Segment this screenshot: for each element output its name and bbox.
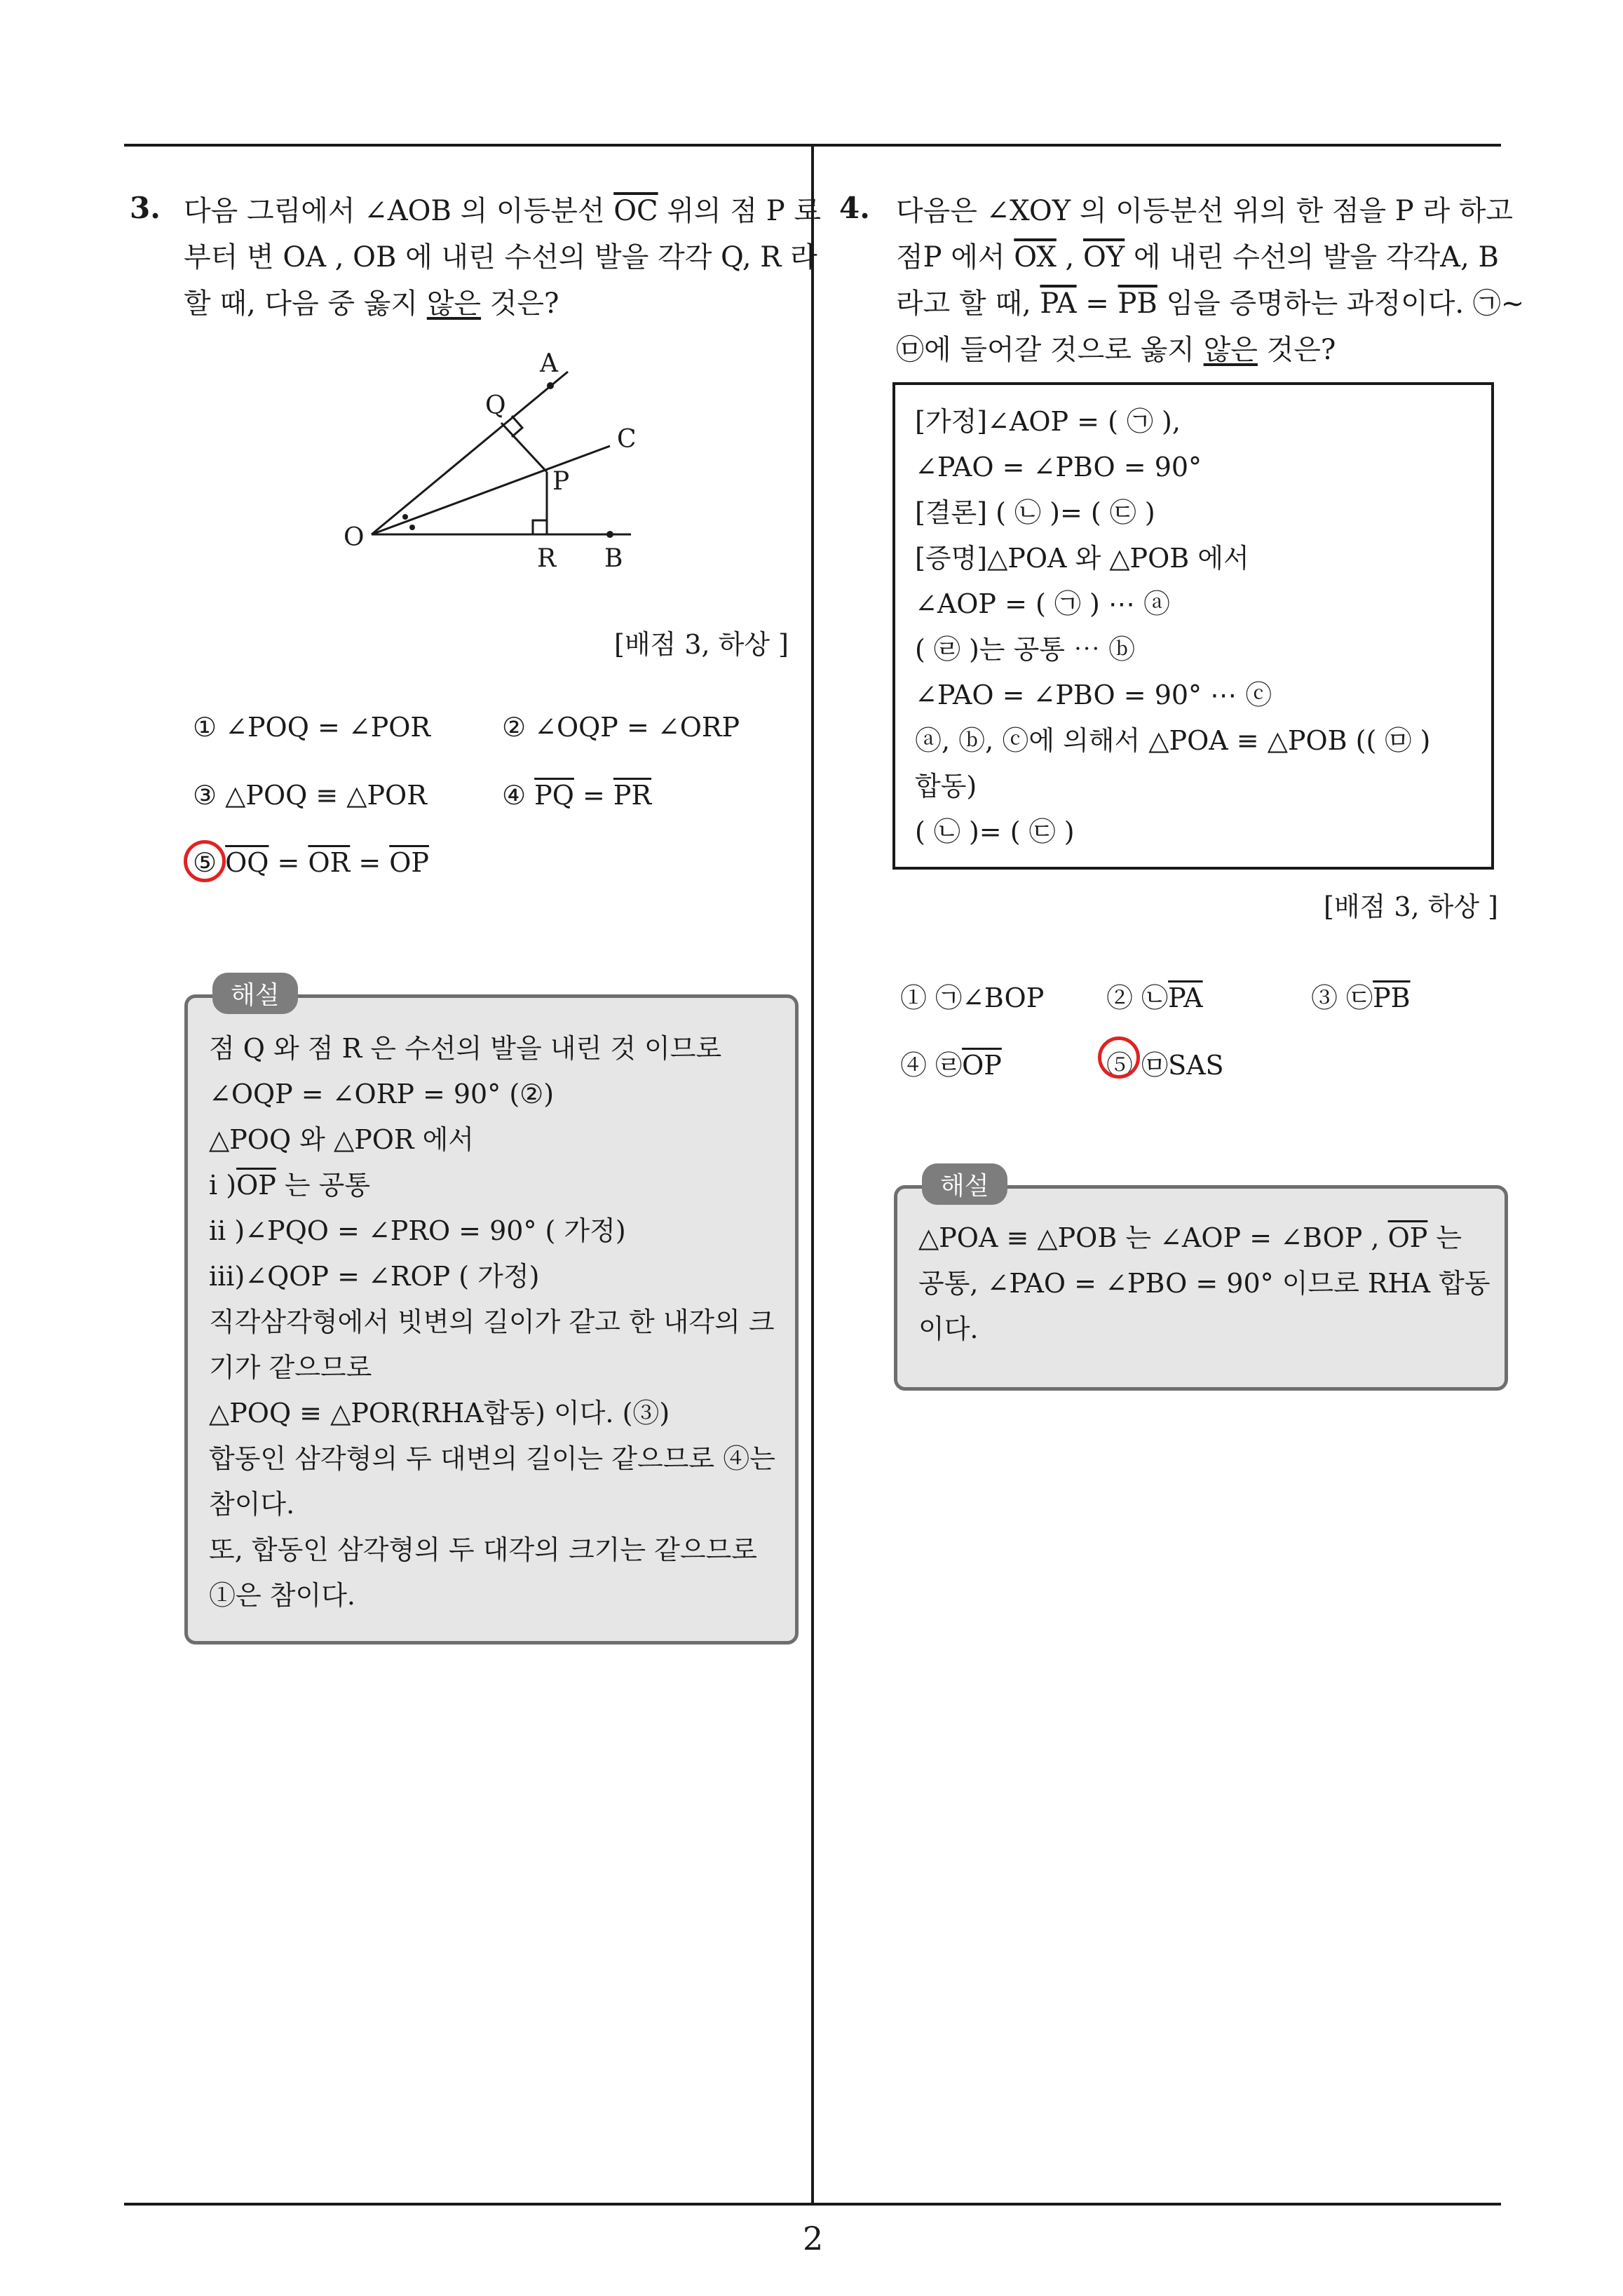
- ray-oa: [372, 372, 568, 534]
- angle-bisector-figure: [330, 344, 652, 575]
- question-3-number: 3.: [130, 191, 161, 225]
- question-4-line-3: 라고 할 때, $\overline{PA} = \overline{PB}$ 임을 증명하는 과정이다. ㉠~: [896, 288, 1525, 320]
- question-4-line-1: 다음은 ∠XOY 의 이등분선 위의 한 점을 P 라 하고: [896, 195, 1514, 227]
- right-angle-mark-r: [533, 520, 547, 534]
- question-4-line-4: ㉤에 들어갈 것으로 옳지 않은 것은?: [896, 334, 1336, 366]
- emphasis-not: 않은: [426, 288, 482, 320]
- label-b: B: [604, 544, 623, 573]
- q4-solution-line: 공통, ∠PAO = ∠PBO = 90° 이므로 RHA 합동: [918, 1268, 1490, 1299]
- question-3-line-2: 부터 변 OA , OB 에 내린 수선의 발을 각각 Q, R 라: [184, 241, 817, 274]
- q3-option-4[interactable]: ④ $\overline{PQ} = \overline{PR}$: [502, 780, 652, 811]
- label-c: C: [617, 425, 637, 454]
- q4-solution-box: [894, 1172, 1508, 1391]
- q3-solution-line: 참이다.: [209, 1489, 295, 1520]
- page-number: 2: [803, 2220, 824, 2257]
- q3-solution-line: i )$\overline{OP}$ 는 공통: [209, 1170, 371, 1201]
- proof-line: ∠PAO = ∠PBO = 90°: [915, 452, 1202, 482]
- question-3-line-1: 다음 그림에서 ∠AOB 의 이등분선 $\overline{OC}$ 위의 점 P 로: [184, 195, 821, 227]
- q4-option-1[interactable]: ① ㉠∠BOP: [900, 982, 1045, 1013]
- q3-solution-line: ii )∠PQO = ∠PRO = 90° ( 가정): [209, 1215, 626, 1246]
- point-a: [547, 382, 554, 389]
- q3-option-1[interactable]: ① ∠POQ = ∠POR: [193, 712, 431, 743]
- label-a: A: [540, 349, 558, 378]
- proof-line: [증명]△POA 와 △POB 에서: [915, 543, 1249, 574]
- q3-solution-tab: 해설: [212, 973, 298, 1014]
- q3-solution-line: △POQ 와 △POR 에서: [209, 1124, 475, 1155]
- q4-option-5[interactable]: ⑤ ㉤SAS: [1106, 1050, 1224, 1081]
- label-r: R: [537, 544, 557, 573]
- angle-dot-2: [409, 525, 415, 530]
- q3-option-3[interactable]: ③ △POQ ≡ △POR: [193, 780, 427, 811]
- proof-line: ∠PAO = ∠PBO = 90° ⋯ ⓒ: [915, 680, 1272, 710]
- q3-option-5[interactable]: ⑤ $\overline{OQ} = \overline{OR} = \overline{OP}$: [193, 847, 429, 878]
- q3-solution-line: 또, 합동인 삼각형의 두 대각의 크기는 같으므로: [209, 1534, 758, 1565]
- question-3-line-3: 할 때, 다음 중 옳지 않은 것은?: [184, 288, 559, 320]
- q4-solution-line: 이다.: [918, 1314, 979, 1344]
- label-q: Q: [485, 391, 506, 420]
- segment-oc: $\overline{OC}$: [613, 195, 658, 227]
- proof-line: ⓐ, ⓑ, ⓒ에 의해서 △POA ≡ △POB (( ㉤ ): [915, 725, 1431, 756]
- label-o: O: [344, 523, 365, 552]
- q4-option-3[interactable]: ③ $㉢\overline{PB}$: [1311, 982, 1411, 1013]
- q3-solution-line: 합동인 삼각형의 두 대변의 길이는 같으므로 ④는: [209, 1443, 775, 1474]
- proof-line: [결론] ( ㉡ )= ( ㉢ ): [915, 497, 1155, 528]
- question-4-line-2: 점P 에서 $\overline{OX}$ , $\overline{OY}$ 에 내린 수선의 발을 각각A, B: [896, 241, 1499, 274]
- q4-answer-mark: [1098, 1036, 1140, 1079]
- right-angle-mark-q: [512, 416, 522, 437]
- bottom-rule: [124, 2203, 1501, 2206]
- label-p: P: [552, 467, 570, 496]
- q3-solution-line: iii)∠QOP = ∠ROP ( 가정): [209, 1261, 540, 1292]
- proof-line: ( ㉡ )= ( ㉢ ): [915, 816, 1075, 847]
- proof-box: [892, 382, 1494, 870]
- q3-solution-line: 기가 같으므로: [209, 1352, 372, 1383]
- proof-line: [가정]∠AOP = ( ㉠ ),: [915, 406, 1181, 437]
- q4-solution-line: △POA ≡ △POB 는 ∠AOP = ∠BOP , $\overline{OP}$ 는: [918, 1222, 1462, 1253]
- q3-solution-line: ∠OQP = ∠ORP = 90° (②): [209, 1079, 555, 1109]
- question-4-score: [배점 3, 하상 ]: [1324, 891, 1498, 922]
- q3-option-2[interactable]: ② ∠OQP = ∠ORP: [502, 712, 740, 743]
- point-b: [606, 531, 613, 538]
- q3-solution-line: 직각삼각형에서 빗변의 길이가 같고 한 내각의 크: [209, 1306, 775, 1337]
- question-4-number: 4.: [839, 191, 870, 225]
- q3-solution-line: 점 Q 와 점 R 은 수선의 발을 내린 것 이므로: [209, 1033, 722, 1064]
- angle-dot-1: [402, 514, 408, 520]
- q4-option-2[interactable]: ② $㉡\overline{PA}$: [1106, 982, 1203, 1013]
- question-3-score: [배점 3, 하상 ]: [614, 629, 789, 660]
- q4-solution-tab: 해설: [922, 1163, 1007, 1205]
- ray-oc: [372, 446, 610, 534]
- q3-answer-mark: [184, 840, 226, 882]
- q4-option-4[interactable]: ④ $㉣\overline{OP}$: [900, 1050, 1002, 1081]
- proof-line: ( ㉣ )는 공통 ⋯ ⓑ: [915, 634, 1136, 665]
- perpendicular-pq: [501, 423, 547, 472]
- q3-solution-box: [184, 981, 799, 1645]
- proof-line: 합동): [915, 771, 977, 802]
- emphasis-not: 않은: [1203, 334, 1258, 366]
- column-divider: [811, 144, 814, 2206]
- proof-line: ∠AOP = ( ㉠ ) ⋯ ⓐ: [915, 588, 1170, 619]
- q3-solution-line: △POQ ≡ △POR(RHA합동) 이다. (③): [209, 1398, 670, 1429]
- q3-solution-line: ①은 참이다.: [209, 1580, 355, 1611]
